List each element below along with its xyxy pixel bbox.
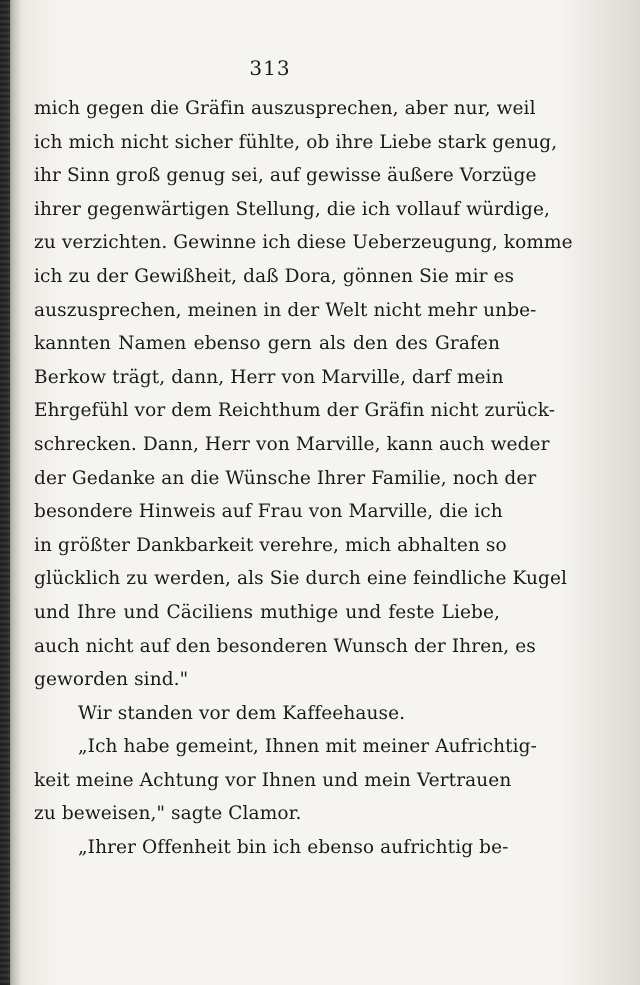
text-line: ich zu der Gewißheit, daß Dora, gönnen Sie mir es: [34, 265, 515, 287]
text-line: zu verzichten. Gewinne ich diese Ueberzeugung, komme: [34, 232, 573, 254]
text-line: auch nicht auf den besonderen Wunsch der Ihren, es: [34, 635, 536, 657]
text-line: Wir standen vor dem Kaffeehause.: [78, 702, 406, 724]
text-line: auszusprechen, meinen in der Welt nicht mehr unbe-: [34, 299, 537, 321]
text-line: keit meine Achtung vor Ihnen und mein Vertrauen: [34, 769, 512, 791]
text-line: ihrer gegenwärtigen Stellung, die ich vollauf würdige,: [34, 198, 550, 220]
text-line: mich gegen die Gräfin auszusprechen, aber nur, weil: [34, 98, 536, 119]
text-line: der Gedanke an die Wünsche Ihrer Familie, noch der: [34, 467, 537, 489]
book-spine-shadow: [0, 0, 10, 985]
text-line: besondere Hinweis auf Frau von Marville, die ich: [34, 501, 503, 523]
text-line: geworden sind.": [34, 669, 189, 691]
text-line: Ehrgefühl vor dem Reichthum der Gräfin nicht zurück-: [34, 400, 556, 422]
text-line: zu beweisen," sagte Clamor.: [34, 803, 302, 825]
body-text: [34, 92, 573, 865]
text-line: ich mich nicht sicher fühlte, ob ihre Liebe stark genug,: [34, 131, 558, 153]
text-line: Berkow trägt, dann, Herr von Marville, darf mein: [34, 366, 504, 388]
page-number: 313: [249, 56, 291, 80]
text-line: in größter Dankbarkeit verehre, mich abhalten so: [34, 534, 507, 556]
text-line: schrecken. Dann, Herr von Marville, kann auch weder: [34, 433, 550, 455]
text-line: „Ihrer Offenheit bin ich ebenso aufrichtig be-: [78, 837, 509, 859]
text-line: ihr Sinn groß genug sei, auf gewisse äußere Vorzüge: [34, 165, 537, 187]
text-line: glücklich zu werden, als Sie durch eine feindliche Kugel: [34, 568, 568, 590]
text-line: und Ihre und Cäciliens muthige und feste Liebe,: [34, 601, 500, 623]
text-line: kannten Namen ebenso gern als den des Grafen: [34, 333, 500, 355]
text-line: „Ich habe gemeint, Ihnen mit meiner Aufrichtig-: [78, 736, 537, 758]
